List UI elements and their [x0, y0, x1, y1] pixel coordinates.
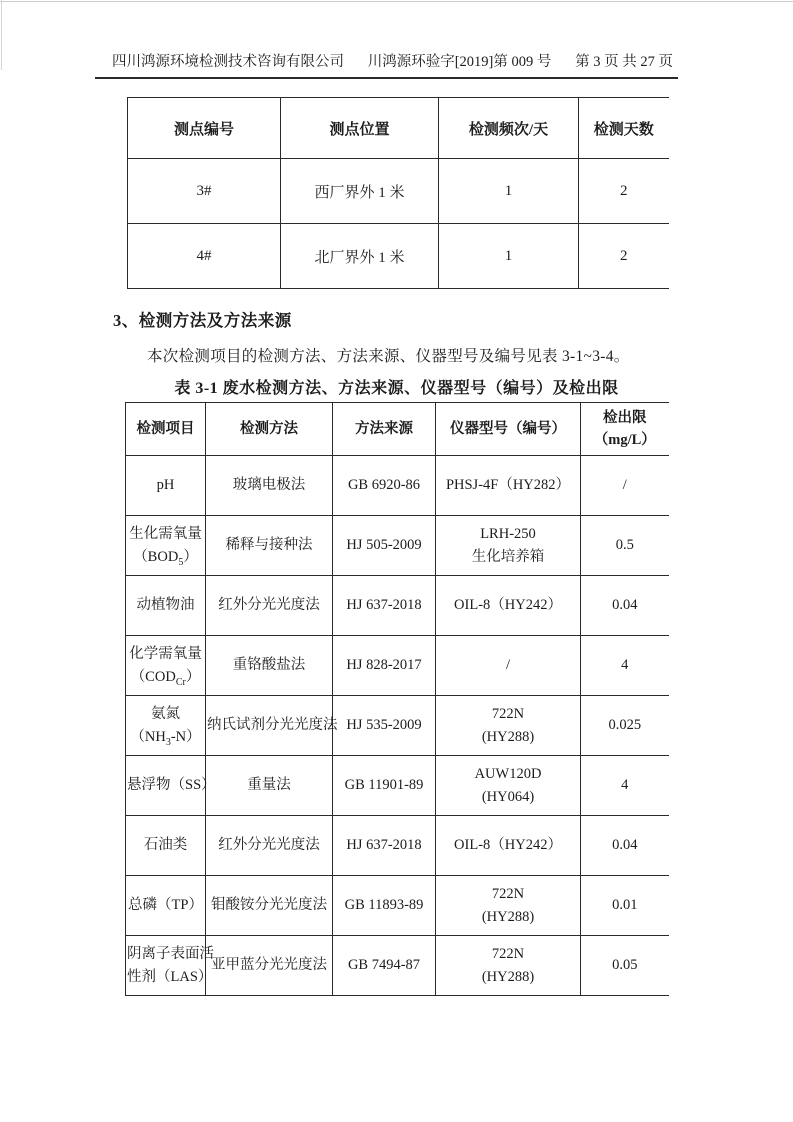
cell-line: 生化需氧量: [129, 525, 202, 542]
scan-artifact-left-edge: [1, 0, 2, 70]
column-header-point-id: 测点编号: [128, 98, 281, 159]
scan-artifact-top-edge: [0, 1, 793, 2]
monitoring-table-row: [128, 224, 669, 289]
header-line: 检测项目: [136, 421, 195, 437]
method-cell: [206, 696, 338, 756]
cell-line: pH: [156, 477, 175, 493]
cell-line: 红外分光光度法: [218, 837, 320, 853]
item-cell: [126, 696, 206, 756]
monitoring-table-row: [128, 159, 669, 224]
method-cell: [206, 516, 333, 576]
cell-line: 氨氮: [151, 705, 180, 722]
instrument-cell: [436, 636, 581, 696]
table-cell: 西厂界外 1 米: [281, 159, 439, 224]
cell-line: 化学需氧量: [129, 645, 202, 662]
document-number: 川鸿源环验字[2019]第 009 号: [367, 54, 552, 70]
method-cell: [206, 876, 333, 936]
limit-cell: [581, 936, 669, 996]
item-cell: [126, 456, 206, 516]
cell-line: 总磷（TP）: [128, 897, 203, 913]
item-cell: [126, 636, 206, 696]
cell-line: 4: [621, 777, 629, 793]
limit-cell: [581, 516, 669, 576]
limit-cell: [581, 456, 669, 516]
cell-line: (HY288): [481, 728, 535, 745]
method-cell: [206, 636, 333, 696]
cell-line: HJ 637-2018: [346, 597, 422, 613]
cell-line: 0.5: [615, 537, 634, 553]
table-cell: 北厂界外 1 米: [281, 224, 439, 289]
cell-line: 纳氏试剂分光光度法: [207, 717, 338, 733]
table-cell: 4#: [128, 224, 281, 289]
cell-line: 石油类: [143, 837, 188, 853]
item-cell: [126, 756, 216, 816]
cell-line: 重量法: [247, 777, 291, 793]
page-header: [112, 52, 673, 72]
column-header: [333, 403, 436, 456]
method-table-header-row: [126, 403, 669, 456]
cell-line: 稀释与接种法: [225, 537, 313, 553]
cell-line: PHSJ-4F（HY282）: [445, 477, 571, 493]
header-line: 方法来源: [355, 421, 413, 437]
limit-cell: [581, 576, 669, 636]
method-table-row: [126, 936, 669, 996]
method-table-row: [126, 456, 669, 516]
column-header: [126, 403, 206, 456]
cell-line: /: [622, 477, 627, 493]
cell-line: LRH-250: [480, 525, 536, 542]
method-cell: [206, 456, 333, 516]
cell-line: 0.04: [612, 597, 638, 613]
cell-line: 玻璃电极法: [232, 477, 306, 493]
cell-line: 亚甲蓝分光光度法: [211, 957, 327, 973]
cell-line: $(COD_{Cr})$: [130, 668, 201, 688]
cell-line: GB 6920-86: [347, 477, 421, 493]
cell-line: HJ 505-2009: [346, 537, 422, 553]
header-divider: [95, 77, 678, 79]
method-table-row: [126, 816, 669, 876]
cell-line: GB 11893-89: [344, 897, 424, 913]
cell-line: $(BOD_5)$: [133, 548, 198, 568]
cell-line: HJ 535-2009: [346, 717, 422, 733]
method-cell: [206, 756, 333, 816]
limit-cell: [581, 636, 669, 696]
cell-line: OIL-8（HY242）: [454, 597, 562, 613]
item-cell: [126, 816, 206, 876]
method-table-row: [126, 876, 669, 936]
method-table-body: [126, 456, 669, 996]
table-cell: 1: [439, 224, 579, 289]
cell-line: 722N: [491, 945, 525, 962]
instrument-cell: [436, 516, 581, 576]
cell-line: 阴离子表面活: [127, 945, 214, 962]
cell-line: 0.05: [612, 957, 638, 973]
body-paragraph: 本次检测项目的检测方法、方法来源、仪器型号及编号见表 3-1~3-4。: [147, 348, 630, 365]
cell-line: 生化培养箱: [471, 548, 545, 565]
cell-line: AUW120D: [474, 765, 542, 782]
source-cell: [333, 756, 436, 816]
method-cell: [206, 576, 333, 636]
monitoring-points-table: [127, 97, 669, 289]
method-table-row: [126, 636, 669, 696]
column-header: [206, 403, 333, 456]
source-cell: [333, 876, 436, 936]
source-cell: [333, 696, 436, 756]
item-cell: [126, 876, 206, 936]
cell-line: GB 11901-89: [344, 777, 424, 793]
method-cell: [206, 936, 333, 996]
cell-line: /: [505, 657, 511, 673]
limit-cell: [581, 876, 669, 936]
source-cell: [333, 576, 436, 636]
limit-cell: [581, 816, 669, 876]
method-table-row: [126, 516, 669, 576]
item-cell: [126, 936, 214, 996]
method-table-row: [126, 576, 669, 636]
limit-cell: [581, 756, 669, 816]
item-cell: [126, 516, 206, 576]
cell-line: (HY288): [481, 908, 535, 925]
table-cell: 2: [579, 224, 669, 289]
cell-line: (HY288): [481, 968, 535, 985]
table-cell: 3#: [128, 159, 281, 224]
column-header-point-location: 测点位置: [281, 98, 439, 159]
instrument-cell: [436, 576, 581, 636]
page-number: 第 3 页 共 27 页: [575, 54, 673, 70]
source-cell: [333, 636, 436, 696]
header-line: 检出限: [603, 410, 647, 426]
cell-line: 722N: [491, 885, 525, 902]
cell-line: HJ 637-2018: [346, 837, 422, 853]
cell-line: 0.025: [608, 717, 642, 733]
method-table-row: [126, 696, 669, 756]
company-name: 四川鸿源环境检测技术咨询有限公司: [112, 54, 344, 70]
cell-line: HJ 828-2017: [346, 657, 422, 673]
cell-line: OIL-8（HY242）: [454, 837, 562, 853]
instrument-cell: [436, 756, 581, 816]
table-cell: 2: [579, 159, 669, 224]
column-header-frequency: 检测频次/天: [439, 98, 579, 159]
cell-line: GB 7494-87: [347, 957, 421, 973]
header-line: 检测方法: [240, 421, 298, 437]
cell-line: 4: [621, 657, 629, 673]
source-cell: [333, 456, 436, 516]
cell-line: 性剂（LAS）: [127, 968, 213, 985]
method-cell: [206, 816, 333, 876]
cell-line: 动植物油: [136, 597, 195, 613]
column-header: [436, 403, 581, 456]
column-header: [581, 403, 669, 456]
cell-line: 722N: [491, 705, 525, 722]
method-table-title: 表 3-1 废水检测方法、方法来源、仪器型号（编号）及检出限: [174, 380, 619, 397]
instrument-cell: [436, 456, 581, 516]
header-line: 仪器型号（编号）: [450, 421, 566, 437]
cell-line: 0.04: [612, 837, 638, 853]
method-table-row: [126, 756, 669, 816]
monitoring-table-body: [128, 159, 669, 289]
source-cell: [333, 816, 436, 876]
wastewater-method-table: [125, 402, 669, 996]
instrument-cell: [436, 696, 581, 756]
monitoring-table-header-row: [128, 98, 669, 159]
column-header-days: 检测天数: [579, 98, 669, 159]
source-cell: [333, 936, 436, 996]
instrument-cell: [436, 936, 581, 996]
section-heading: 3、检测方法及方法来源: [113, 311, 292, 330]
cell-line: 钼酸铵分光光度法: [211, 897, 327, 913]
cell-line: $(NH_3-N)$: [130, 728, 201, 748]
cell-line: (HY064): [481, 788, 535, 805]
cell-line: 0.01: [612, 897, 638, 913]
cell-line: 红外分光光度法: [218, 597, 320, 613]
instrument-cell: [436, 876, 581, 936]
table-cell: 1: [439, 159, 579, 224]
instrument-cell: [436, 816, 581, 876]
item-cell: [126, 576, 206, 636]
limit-cell: [581, 696, 669, 756]
header-line: （mg/L）: [593, 432, 656, 448]
cell-line: 悬浮物（SS）: [127, 777, 216, 793]
cell-line: 重铬酸盐法: [232, 657, 306, 673]
source-cell: [333, 516, 436, 576]
